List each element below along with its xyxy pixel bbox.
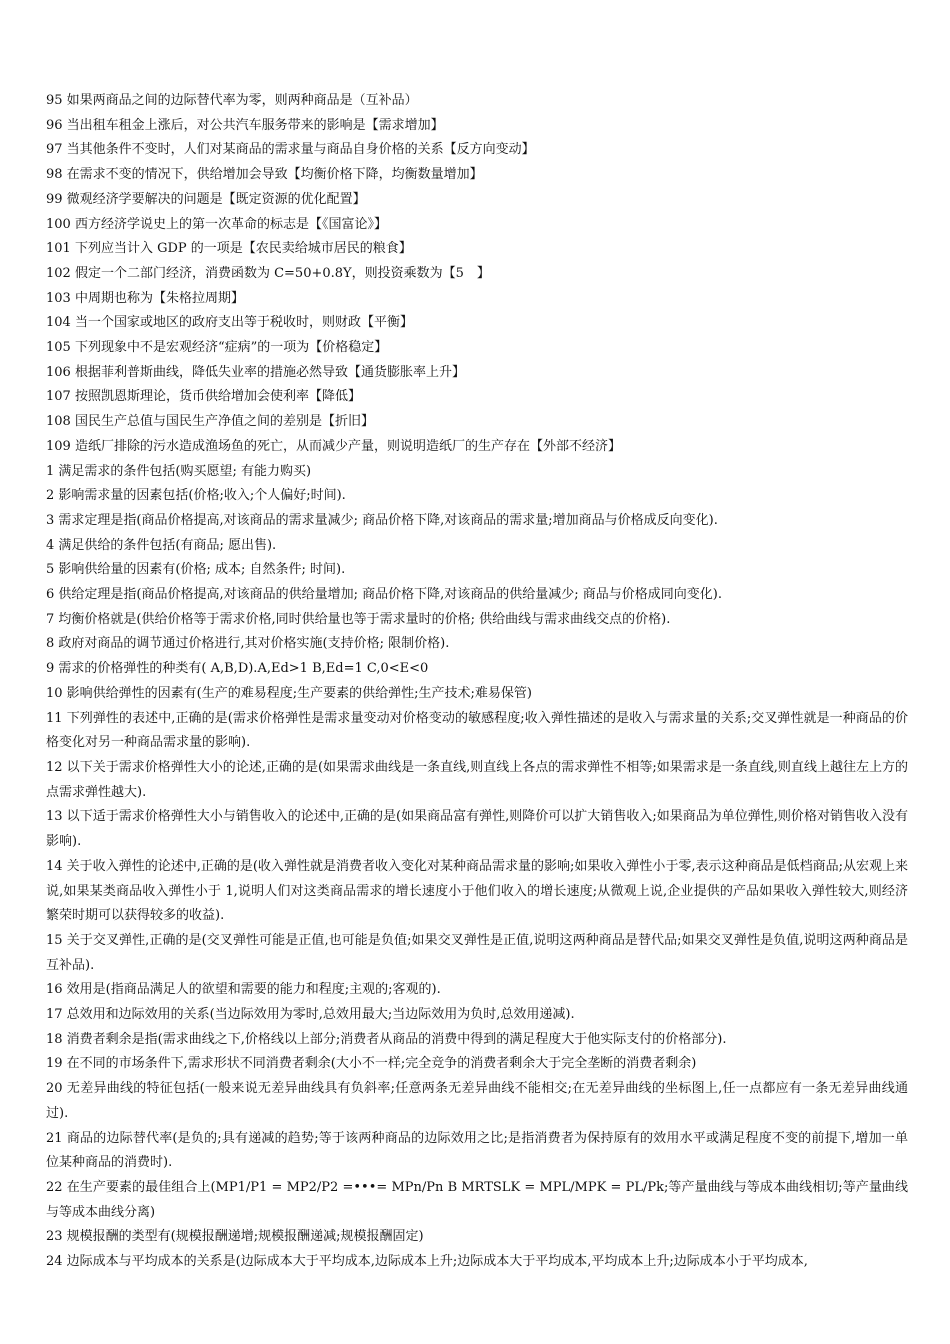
text-line: 109 造纸厂排除的污水造成渔场鱼的死亡，从而减少产量，则说明造纸厂的生产存在【外部不经济】 [46, 438, 621, 454]
text-line: 98 在需求不变的情况下，供给增加会导致【均衡价格下降，均衡数量增加】 [46, 167, 483, 183]
text-line: 95 如果两商品之间的边际替代率为零，则两种商品是（互补品） [46, 93, 418, 108]
text-line: 97 当其他条件不变时，人们对某商品的需求量与商品自身价格的关系【反方向变动】 [46, 142, 535, 158]
text-paragraph: 24 边际成本与平均成本的关系是(边际成本大于平均成本,边际成本上升;边际成本大于平均成本,平均成本上升;边际成本小于平均成本, [46, 1254, 808, 1270]
text-line: 3 需求定理是指(商品价格提高,对该商品的需求量减少; 商品价格下降,对该商品的需求量;增加商品与价格成反向变化). [46, 512, 718, 528]
text-line: 105 下列现象中不是宏观经济“症病”的一项为【价格稳定】 [46, 340, 388, 356]
text-line: 100 西方经济学说史上的第一次革命的标志是【《国富论》】 [46, 216, 387, 232]
text-line: 103 中周期也称为【朱格拉周期】 [46, 290, 244, 306]
text-line: 108 国民生产总值与国民生产净值之间的差别是【折旧】 [46, 414, 374, 430]
text-paragraph: 20 无差异曲线的特征包括(一般来说无差异曲线具有负斜率;任意两条无差异曲线不能相交;在无差异曲线的坐标图上,任一点都应有一条无差异曲线通过). [46, 1081, 908, 1121]
text-line: 102 假定一个二部门经济，消费函数为 C=50+0.8Y，则投资乘数为【5 】 [46, 265, 490, 281]
text-line: 10 影响供给弹性的因素有(生产的难易程度;生产要素的供给弹性;生产技术;难易保管) [46, 685, 532, 701]
text-paragraph: 17 总效用和边际效用的关系(当边际效用为零时,总效用最大;当边际效用为负时,总效用递减). [46, 1007, 575, 1023]
text-paragraph: 23 规模报酬的类型有(规模报酬递增;规模报酬递减;规模报酬固定) [46, 1229, 424, 1245]
text-paragraph: 19 在不同的市场条件下,需求形状不同消费者剩余(大小不一样;完全竞争的消费者剩余大于完全垄断的消费者剩余) [46, 1056, 697, 1072]
text-line: 99 微观经济学要解决的问题是【既定资源的优化配置】 [46, 191, 366, 207]
text-paragraph: 18 消费者剩余是指(需求曲线之下,价格线以上部分;消费者从商品的消费中得到的满足程度大于他实际支付的价格部分). [46, 1031, 727, 1047]
text-line: 107 按照凯恩斯理论，货币供给增加会使利率【降低】 [46, 389, 361, 405]
text-line: 1 满足需求的条件包括(购买愿望; 有能力购买) [46, 463, 312, 479]
text-paragraph: 12 以下关于需求价格弹性大小的论述,正确的是(如果需求曲线是一条直线,则直线上各点的需求弹性不相等;如果需求是一条直线,则直线上越往左上方的点需求弹性越大). [46, 759, 908, 800]
text-paragraph: 16 效用是(指商品满足人的欲望和需要的能力和程度;主观的;客观的). [46, 982, 441, 998]
text-line: 6 供给定理是指(商品价格提高,对该商品的供给量增加; 商品价格下降,对该商品的供给量减少; 商品与价格成同向变化). [46, 587, 722, 603]
text-line: 96 当出租车租金上涨后，对公共汽车服务带来的影响是【需求增加】 [46, 117, 444, 133]
document-page [46, 89, 908, 1275]
text-paragraph: 15 关于交叉弹性,正确的是(交叉弹性可能是正值,也可能是负值;如果交叉弹性是正值,说明这两种商品是替代品;如果交叉弹性是负值,说明这两种商品是互补品). [46, 932, 908, 973]
text-line: 4 满足供给的条件包括(有商品; 愿出售). [46, 537, 277, 553]
text-line: 7 均衡价格就是(供给价格等于需求价格,同时供给量也等于需求量时的价格; 供给曲线与需求曲线交点的价格). [46, 611, 671, 627]
text-paragraph: 11 下列弹性的表述中,正确的是(需求价格弹性是需求量变动对价格变动的敏感程度;收入弹性描述的是收入与需求量的关系;交叉弹性就是一种商品的价格变化对另一种商品需求量的影响). [46, 710, 908, 751]
text-line: 101 下列应当计入 GDP 的一项是【农民卖给城市居民的粮食】 [46, 241, 412, 257]
text-line: 9 需求的价格弹性的种类有( A,B,D).A,Ed>1 B,Ed=1 C,0<E<0 [46, 661, 429, 677]
text-paragraph: 21 商品的边际替代率(是负的;具有递减的趋势;等于该两种商品的边际效用之比;是指消费者为保持原有的效用水平或满足程度不变的前提下,增加一单位某种商品的消费时). [46, 1130, 908, 1171]
text-paragraph: 13 以下适于需求价格弹性大小与销售收入的论述中,正确的是(如果商品富有弹性,则降价可以扩大销售收入;如果商品为单位弹性,则价格对销售收入没有影响). [46, 809, 908, 850]
text-line: 106 根据菲利普斯曲线，降低失业率的措施必然导致【通货膨胀率上升】 [46, 364, 465, 380]
text-paragraph: 22 在生产要素的最佳组合上(MP1/P1 = MP2/P2 =•••= MPn/Pn B MRTSLK = MPL/MPK = PL/Pk;等产量曲线与等成本曲线相切;等产量曲线与等成本曲线分离) [46, 1179, 908, 1220]
text-paragraph: 14 关于收入弹性的论述中,正确的是(收入弹性就是消费者收入变化对某种商品需求量的影响;如果收入弹性小于零,表示这种商品是低档商品;从宏观上来说,如果某类商品收入弹性小于 1,说明人们对这类商品需求的增长速度小于他们收入的增长速度;从微观上说,企业提供的产品如果收入弹性较大,则经济繁荣时期可以获得较多的收益). [46, 858, 908, 924]
text-line: 104 当一个国家或地区的政府支出等于税收时，则财政【平衡】 [46, 315, 413, 331]
text-line: 8 政府对商品的调节通过价格进行,其对价格实施(支持价格; 限制价格). [46, 636, 450, 652]
text-line: 2 影响需求量的因素包括(价格;收入;个人偏好;时间). [46, 488, 346, 504]
text-line: 5 影响供给量的因素有(价格; 成本; 自然条件; 时间). [46, 562, 346, 578]
